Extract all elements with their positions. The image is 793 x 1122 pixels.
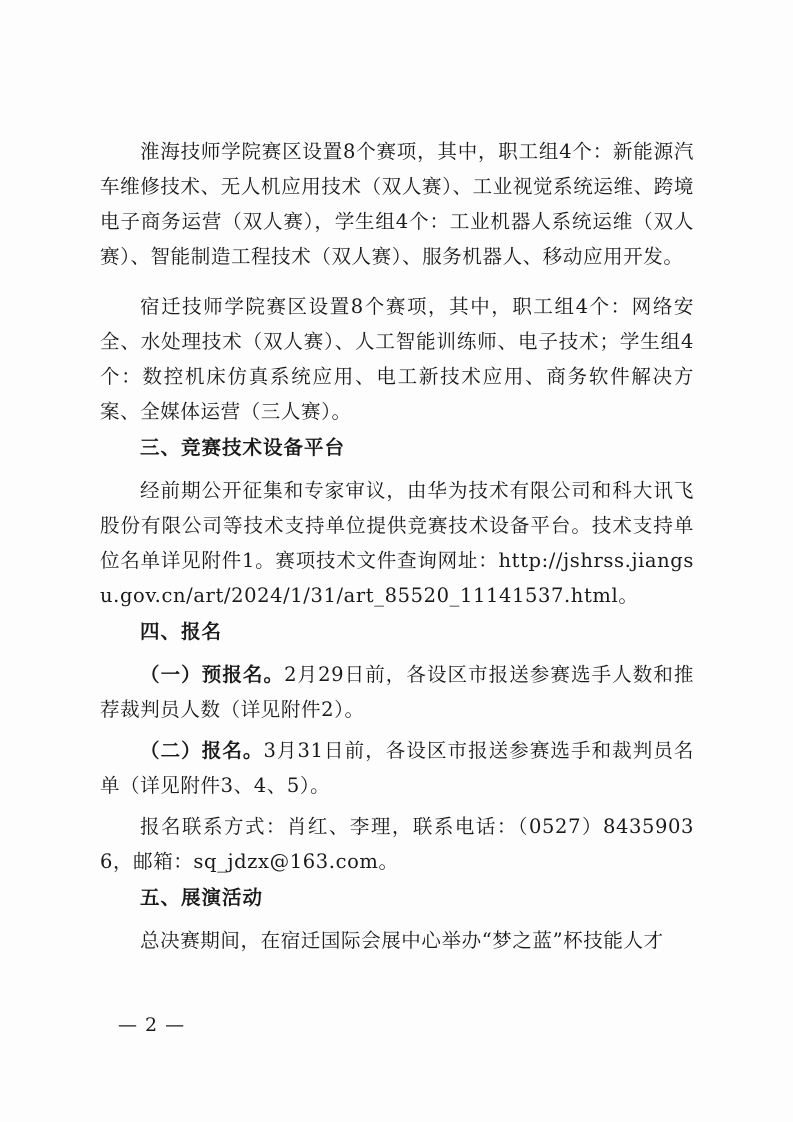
document-body bbox=[100, 134, 694, 958]
page-number: — 2 — bbox=[118, 1014, 186, 1036]
heading-exhibition: 五、展演活动 bbox=[140, 886, 264, 909]
registration-text: 3月31日前，各设区市报送参赛选手和裁判员名单（详见附件3、4、5）。 bbox=[100, 739, 694, 797]
heading-registration: 四、报名 bbox=[140, 620, 223, 643]
heading-platform: 三、竞赛技术设备平台 bbox=[140, 436, 346, 459]
paragraph-registration bbox=[100, 733, 694, 803]
paragraph-huaihai-division: 淮海技师学院赛区设置8个赛项，其中，职工组4个：新能源汽车维修技术、无人机应用技术（双人赛）、工业视觉系统运维、跨境电子商务运营（双人赛），学生组4个：工业机器人系统运维（双人赛）、智能制造工程技术（双人赛）、服务机器人、移动应用开发。 bbox=[100, 140, 694, 268]
preregistration-label: （一）预报名。 bbox=[140, 663, 285, 686]
preregistration-text: 2月29日前，各设区市报送参赛选手人数和推荐裁判员人数（详见附件2）。 bbox=[100, 663, 694, 721]
paragraph-platform: 经前期公开征集和专家审议，由华为技术有限公司和科大讯飞股份有限公司等技术支持单位提供竞赛技术设备平台。技术支持单位名单详见附件1。赛项技术文件查询网址：http://jshrss.jiangsu.gov.cn/art/2024/1/31/art_85520_11141537.html。 bbox=[100, 479, 694, 607]
paragraph-exhibition: 总决赛期间，在宿迁国际会展中心举办“梦之蓝”杯技能人才 bbox=[140, 929, 664, 952]
paragraph-preregistration bbox=[100, 657, 694, 727]
paragraph-suqian-division: 宿迁技师学院赛区设置8个赛项，其中，职工组4个：网络安全、水处理技术（双人赛）、人工智能训练师、电子技术；学生组4个：数控机床仿真系统应用、电工新技术应用、商务软件解决方案、全媒体运营（三人赛）。 bbox=[100, 295, 694, 423]
registration-label: （二）报名。 bbox=[140, 739, 264, 762]
paragraph-contact: 报名联系方式：肖红、李理，联系电话：（0527）84359036，邮箱：sq_jdzx@163.com。 bbox=[100, 815, 694, 873]
